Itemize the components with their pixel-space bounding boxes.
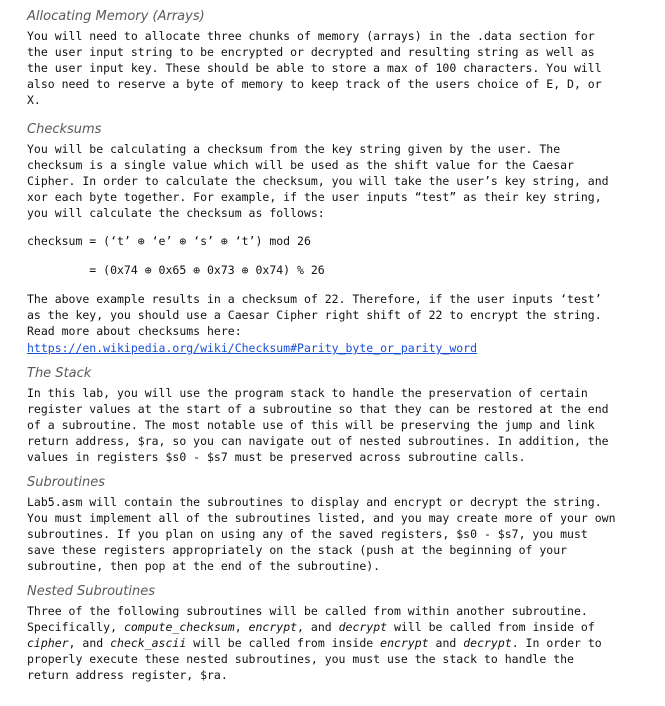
- heading-subroutines: Subroutines: [27, 475, 105, 490]
- code-ref-encrypt-2: encrypt: [380, 636, 429, 650]
- checksum-wikipedia-link[interactable]: https://en.wikipedia.org/wiki/Checksum#Parity_byte_or_parity_word: [27, 341, 478, 355]
- checksums-line-5: you will calculate the checksum as follows:: [27, 206, 325, 220]
- nested-line-2-text-a: Specifically,: [27, 620, 124, 634]
- section-nested-subroutines: [27, 583, 665, 683]
- nested-line-1: Three of the following subroutines will be called from within another subroutine.: [27, 604, 588, 618]
- nested-line-5: return address register, $ra.: [27, 668, 228, 682]
- subroutines-line-3: subroutines. If you plan on using any of the saved registers, $s0 - $s7, you must: [27, 527, 588, 541]
- nested-line-2-text-c: ,: [234, 620, 249, 634]
- stack-line-5: values in registers $s0 - $s7 must be preserved across subroutine calls.: [27, 450, 526, 464]
- nested-line-3-text-h: . In order to: [511, 636, 602, 650]
- nested-line-3-text-b: , and: [68, 636, 111, 650]
- stack-line-2: register values at the start of a subroutine so that they can be restored at the end: [27, 402, 609, 416]
- section-allocating-memory: [27, 8, 665, 108]
- section-checksums: [27, 121, 665, 357]
- checksums-after-line-1: The above example results in a checksum of 22. Therefore, if the user inputs ‘test’: [27, 292, 602, 306]
- checksum-formula-line-1: checksum = (‘t’ ⊕ ‘e’ ⊕ ‘s’ ⊕ ‘t’) mod 26: [27, 234, 311, 248]
- code-ref-check-ascii: check_ascii: [110, 636, 187, 650]
- checksums-after-line-2: as the key, you should use a Caesar Cipher right shift of 22 to encrypt the string.: [27, 308, 602, 322]
- checksum-formula-line-2: = (0x74 ⊕ 0x65 ⊕ 0x73 ⊕ 0x74) % 26: [27, 263, 325, 277]
- alloc-line-3: the user input key. These should be able to store a max of 100 characters. You will: [27, 61, 602, 75]
- section-the-stack: [27, 365, 665, 465]
- section-subroutines: [27, 474, 665, 574]
- alloc-line-4: also need to reserve a byte of memory to keep track of the users choice of E, D, or: [27, 77, 602, 91]
- nested-line-2-text-g: will be called from inside of: [387, 620, 595, 634]
- subroutines-line-5: subroutine, then pop at the end of the subroutine).: [27, 559, 381, 573]
- stack-line-3: of a subroutine. The most notable use of this will be preserving the jump and link: [27, 418, 595, 432]
- code-ref-encrypt: encrypt: [248, 620, 298, 634]
- code-ref-decrypt: decrypt: [338, 620, 388, 634]
- alloc-line-5: X.: [27, 93, 41, 107]
- subroutines-line-2: You must implement all of the subroutines listed, and you may create more of your own: [27, 511, 616, 525]
- nested-line-3-text-f: and: [428, 636, 464, 650]
- nested-line-2: [27, 619, 665, 635]
- code-ref-cipher: cipher: [27, 636, 69, 650]
- checksums-after-line-3: Read more about checksums here:: [27, 324, 242, 338]
- checksums-line-1: You will be calculating a checksum from the key string given by the user. The: [27, 142, 561, 156]
- heading-checksums: Checksums: [27, 122, 102, 137]
- checksums-line-4: xor each byte together. For example, if the user inputs “test” as their key string,: [27, 190, 602, 204]
- nested-line-3-text-d: will be called from inside: [186, 636, 381, 650]
- code-ref-compute-checksum: compute_checksum: [123, 620, 235, 634]
- heading-allocating-memory: Allocating Memory (Arrays): [27, 9, 205, 24]
- nested-line-3: [27, 635, 665, 651]
- heading-the-stack: The Stack: [27, 366, 92, 381]
- alloc-line-1: You will need to allocate three chunks of memory (arrays) in the .data section for: [27, 29, 595, 43]
- subroutines-line-4: save these registers appropriately on the stack (push at the beginning of your: [27, 543, 568, 557]
- alloc-line-2: the user input string to be encrypted or decrypted and resulting string as well as: [27, 45, 595, 59]
- nested-line-4: properly execute these nested subroutines, you must use the stack to handle the: [27, 652, 574, 666]
- subroutines-line-1: Lab5.asm will contain the subroutines to display and encrypt or decrypt the string.: [27, 495, 602, 509]
- heading-nested-subroutines: Nested Subroutines: [27, 584, 155, 599]
- checksums-line-3: Cipher. In order to calculate the checksum, you will take the user’s key string, and: [27, 174, 609, 188]
- checksums-line-2: checksum is a single value which will be used as the shift value for the Caesar: [27, 158, 574, 172]
- stack-line-1: In this lab, you will use the program stack to handle the preservation of certain: [27, 386, 588, 400]
- nested-line-2-text-e: , and: [297, 620, 339, 634]
- stack-line-4: return address, $ra, so you can navigate out of nested subroutines. In addition, the: [27, 434, 609, 448]
- code-ref-decrypt-2: decrypt: [463, 636, 512, 650]
